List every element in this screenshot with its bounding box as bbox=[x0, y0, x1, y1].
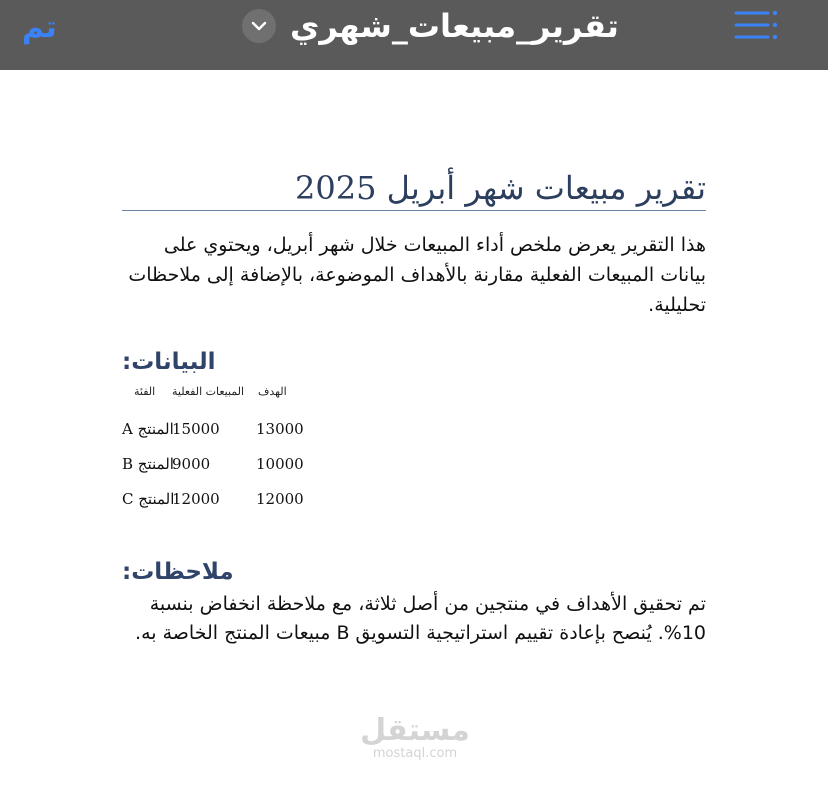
table-header-target: الهدف bbox=[258, 385, 287, 398]
title-divider bbox=[122, 210, 706, 211]
notes-paragraph: تم تحقيق الأهداف في منتجين من أصل ثلاثة، مع ملاحظة انخفاض بنسبة 10%. يُنصح بإعادة تقييم استراتيجية التسويق B مبيعات المنتج الخاصة به. bbox=[135, 593, 706, 644]
table-cell-category: المنتج B bbox=[122, 455, 174, 473]
title-dropdown-button[interactable] bbox=[242, 9, 276, 43]
done-button[interactable]: تم bbox=[22, 10, 57, 45]
watermark-url: mostaql.com bbox=[372, 746, 458, 761]
document-page bbox=[0, 70, 828, 785]
notes-heading: ملاحظات: bbox=[122, 559, 234, 585]
intro-paragraph: هذا التقرير يعرض ملخص أداء المبيعات خلال شهر أبريل، ويحتوي على بيانات المبيعات الفعلية مقارنة بالأهداف الموضوعة، بالإضافة إلى ملاحظات تحليلية. bbox=[128, 234, 706, 316]
chevron-down-icon bbox=[251, 20, 267, 32]
table-cell-target: 12000 bbox=[256, 490, 304, 508]
table-cell-target: 10000 bbox=[256, 455, 304, 473]
table-cell-category: المنتج C bbox=[122, 490, 175, 508]
report-title: تقرير مبيعات شهر أبريل 2025 bbox=[294, 169, 706, 207]
table-cell-category: المنتج A bbox=[122, 420, 174, 438]
table-cell-actual: 15000 bbox=[172, 420, 220, 438]
menu-icon[interactable] bbox=[732, 8, 780, 44]
top-toolbar bbox=[0, 0, 828, 70]
table-cell-actual: 9000 bbox=[172, 455, 211, 473]
watermark-logo bbox=[340, 715, 490, 761]
watermark-text: مستقل bbox=[360, 713, 470, 748]
data-heading: البيانات: bbox=[122, 349, 216, 375]
table-cell-actual: 12000 bbox=[172, 490, 220, 508]
table-header-category: الفئة bbox=[134, 385, 156, 398]
document-title[interactable]: تقرير_مبيعات_شهري bbox=[290, 7, 619, 45]
table-cell-target: 13000 bbox=[256, 420, 304, 438]
table-header-actual: المبيعات الفعلية bbox=[172, 385, 245, 398]
